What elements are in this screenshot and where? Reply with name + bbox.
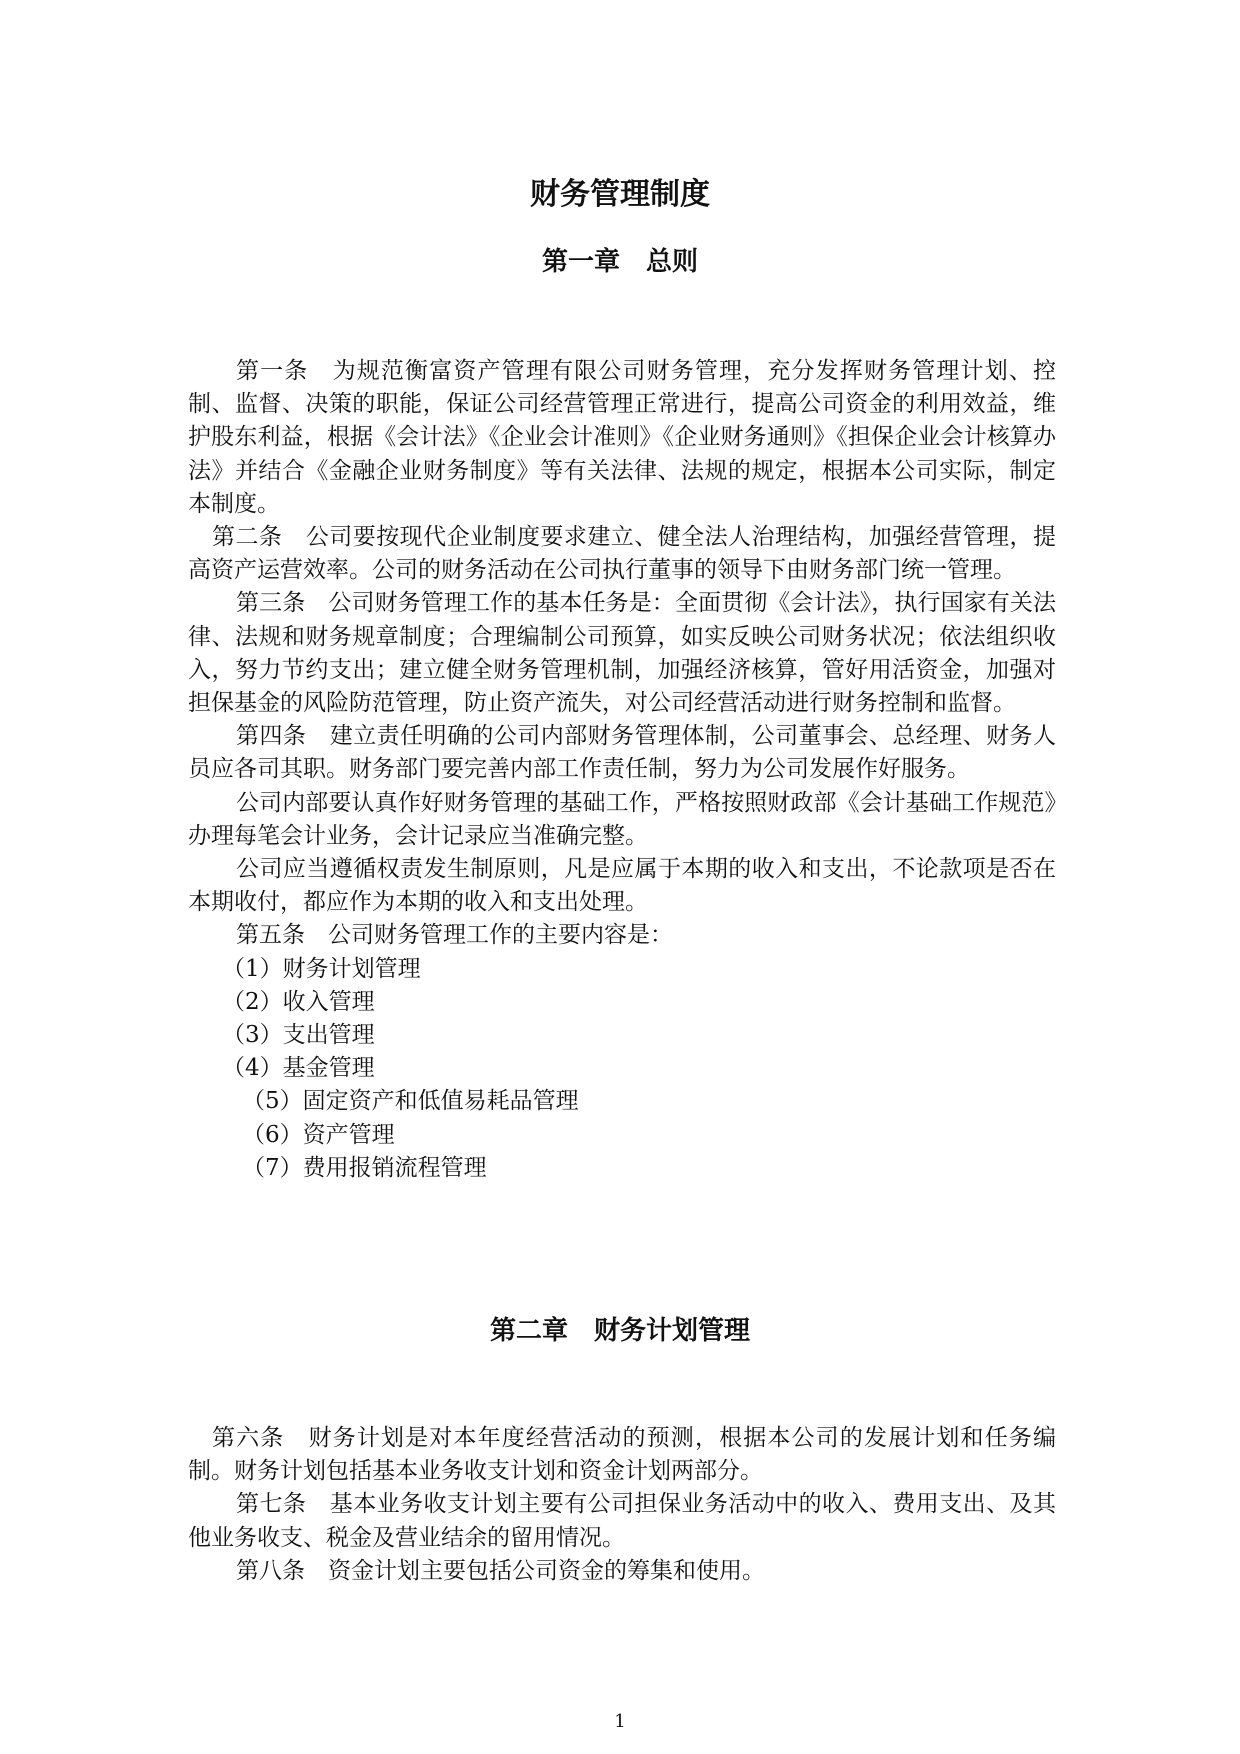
article-3-paragraph: 第三条 公司财务管理工作的基本任务是：全面贯彻《会计法》，执行国家有关法律、法规和财务规章制度；合理编制公司预算，如实反映公司财务状况；依法组织收入，努力节约支出；建立健全财务管理机制，加强经济核算，管好用活资金，加强对担保基金的风险防范管理，防止资产流失，对公司经营活动进行财务控制和监督。: [188, 590, 1056, 717]
management-content-list: [188, 953, 1056, 1185]
list-item: （3）支出管理: [222, 1022, 375, 1049]
article-4-paragraph: 第四条 建立责任明确的公司内部财务管理体制，公司董事会、总经理、财务人员应各司其职。财务部门要完善内部工作责任制，努力为公司发展作好服务。: [188, 723, 1056, 783]
list-item: （2）收入管理: [222, 988, 375, 1015]
accrual-principle-paragraph: 公司应当遵循权责发生制原则，凡是应属于本期的收入和支出，不论款项是否在本期收付，都应作为本期的收入和支出处理。: [188, 856, 1056, 916]
chapter-1-title: 第一章 总则: [541, 247, 698, 277]
article-6-paragraph: 第六条 财务计划是对本年度经营活动的预测，根据本公司的发展计划和任务编制。财务计划包括基本业务收支计划和资金计划两部分。: [188, 1425, 1056, 1485]
list-item: （1）财务计划管理: [222, 955, 421, 982]
page-number: 1: [614, 1711, 626, 1732]
chapter-2-body: [188, 1422, 1056, 1588]
list-item: （5）固定资产和低值易耗品管理: [242, 1088, 579, 1115]
article-8-paragraph: 第八条 资金计划主要包括公司资金的筹集和使用。: [236, 1557, 765, 1584]
list-item: （6）资产管理: [242, 1121, 395, 1148]
article-2-paragraph: 第二条 公司要按现代企业制度要求建立、健全法人治理结构，加强经营管理，提高资产运营效率。公司的财务活动在公司执行董事的领导下由财务部门统一管理。: [188, 524, 1056, 584]
chapter-1-body: [188, 355, 1056, 1185]
article-1-paragraph: 第一条 为规范衡富资产管理有限公司财务管理，充分发挥财务管理计划、控制、监督、决策的职能，保证公司经营管理正常进行，提高公司资金的利用效益，维护股东利益，根据《会计法》《企业会计准则》《企业财务通则》《担保企业会计核算办法》并结合《金融企业财务制度》等有关法律、法规的规定，根据本公司实际，制定本制度。: [188, 358, 1056, 517]
list-item: （4）基金管理: [222, 1055, 375, 1082]
article-7-paragraph: 第七条 基本业务收支计划主要有公司担保业务活动中的收入、费用支出、及其他业务收支、税金及营业结余的留用情况。: [188, 1491, 1056, 1551]
list-item: （7）费用报销流程管理: [242, 1154, 487, 1181]
article-5-paragraph: 第五条 公司财务管理工作的主要内容是：: [236, 922, 673, 949]
chapter-2-title: 第二章 财务计划管理: [489, 1316, 750, 1346]
basic-work-paragraph: 公司内部要认真作好财务管理的基础工作，严格按照财政部《会计基础工作规范》办理每笔会计业务，会计记录应当准确完整。: [188, 789, 1056, 849]
document-title: 财务管理制度: [530, 177, 710, 212]
